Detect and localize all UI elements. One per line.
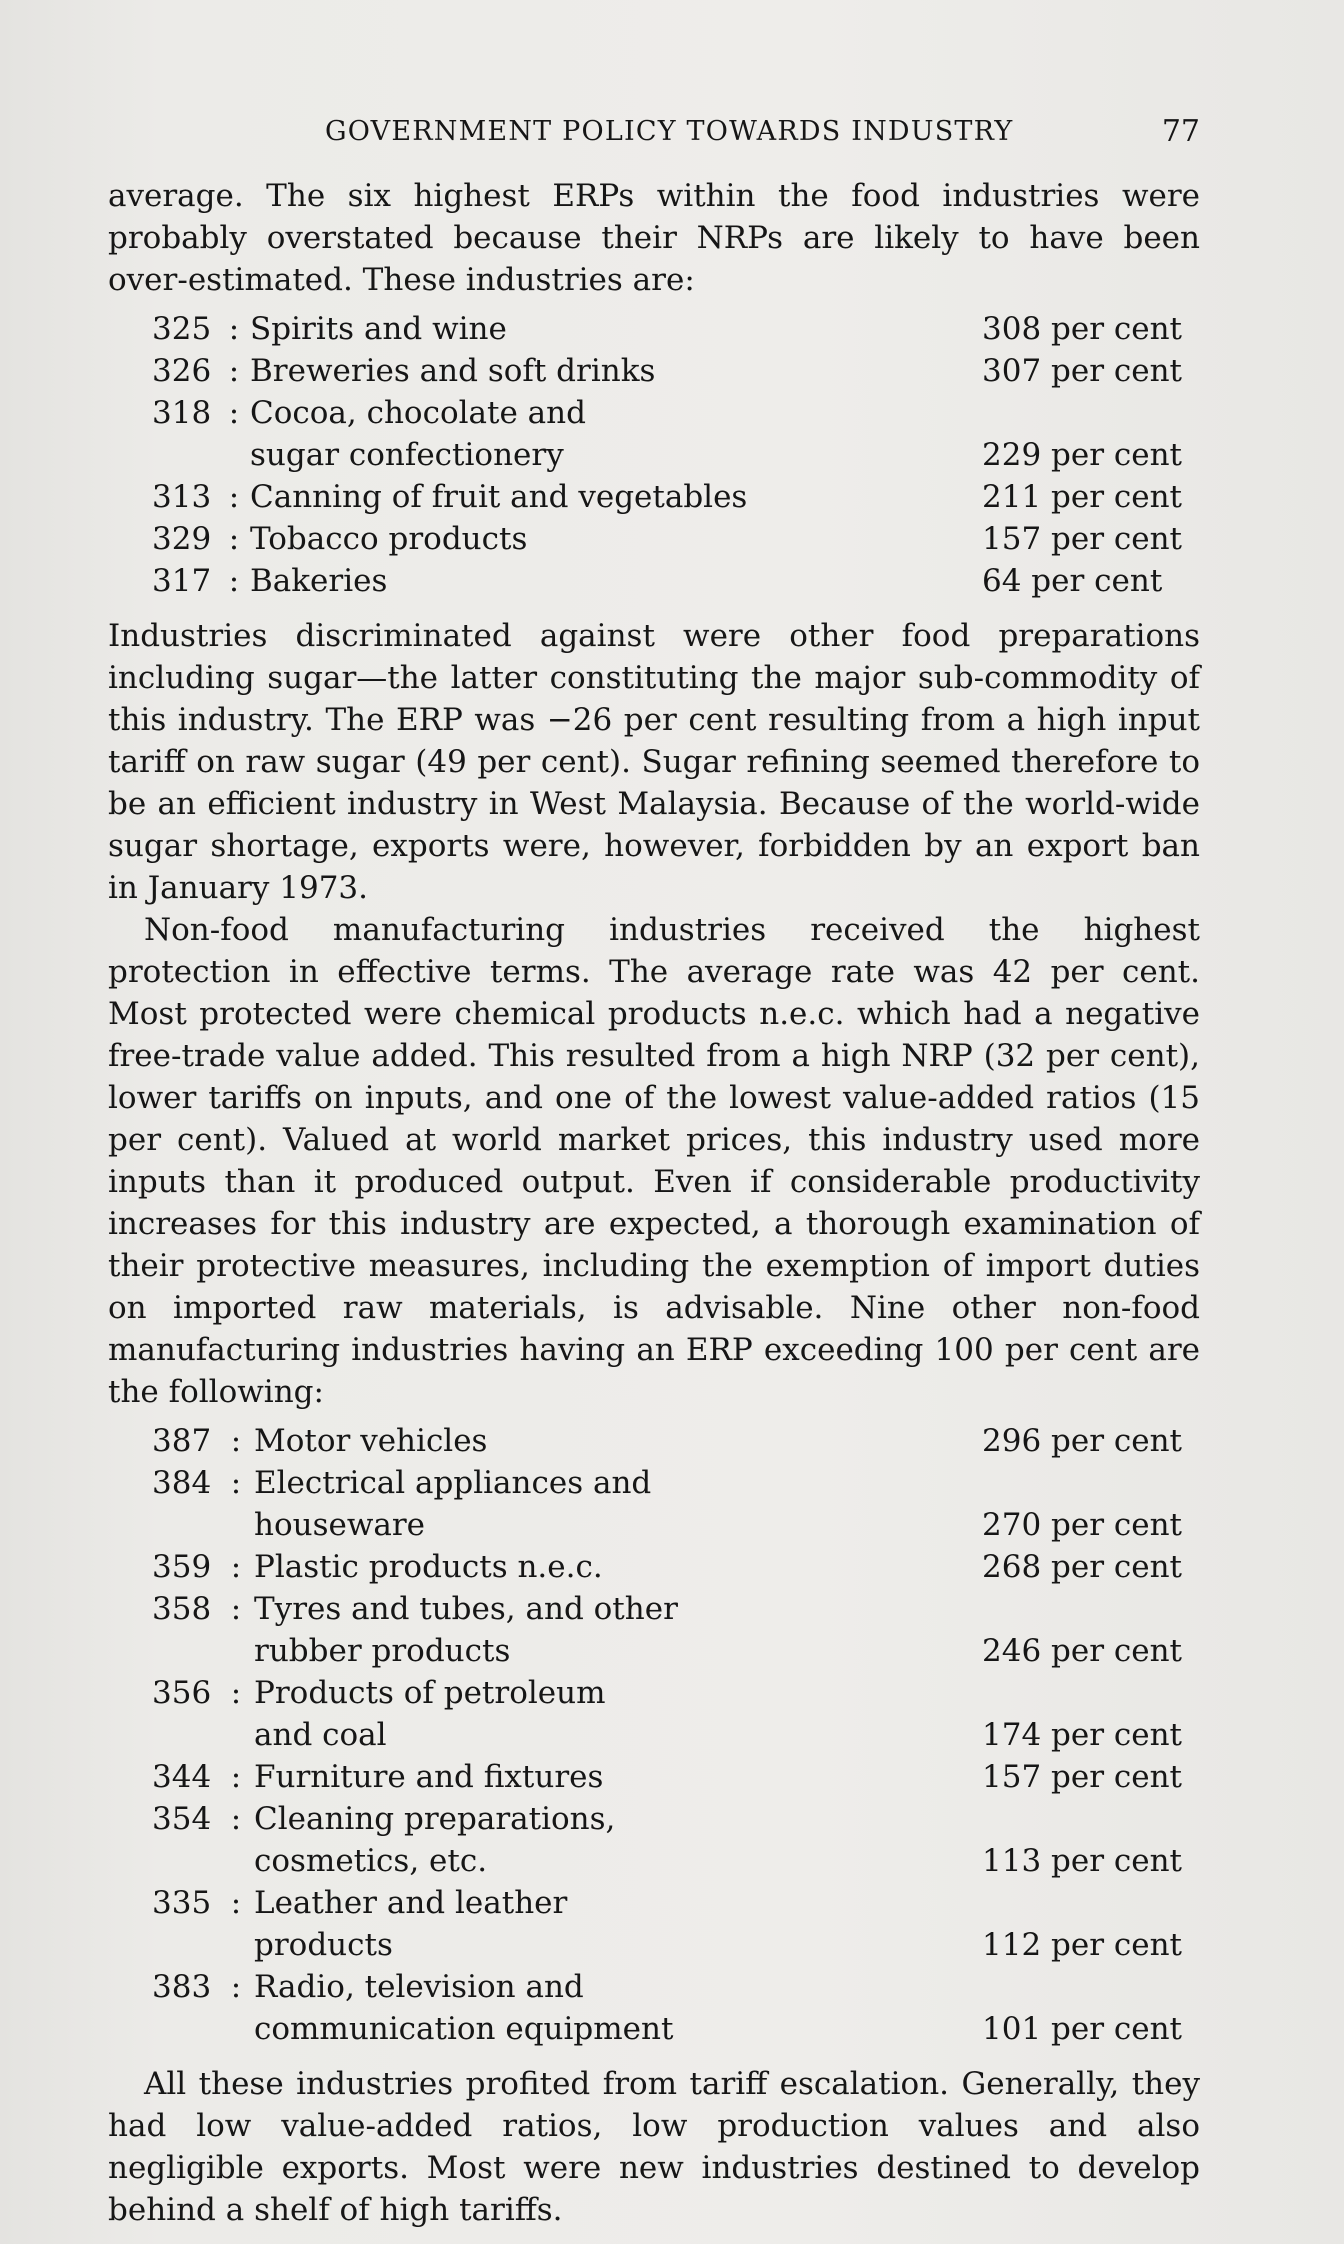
paragraph-conclusion: All these industries profited from tariff escalation. Generally, they had low value-added ratios, low production values and also negligible exports. Most were new industries destined to develop behind a shelf of high tariffs. (108, 2066, 1200, 2228)
separator: : (228, 353, 240, 389)
page-body (108, 175, 1200, 2231)
table-row (108, 1672, 1200, 1714)
table-row (108, 392, 1200, 434)
erp-value: 64 per cent (982, 563, 1163, 599)
industry-name: Electrical appliances and (254, 1465, 652, 1501)
table-row (108, 308, 1200, 350)
industry-name: Products of petroleum (254, 1675, 606, 1711)
industry-name: Tyres and tubes, and other (254, 1591, 678, 1627)
industry-code: 359 (152, 1549, 212, 1585)
table-row (108, 1924, 1200, 1966)
industry-name: Cleaning preparations, (254, 1801, 616, 1837)
separator: : (230, 1969, 242, 2005)
industry-code: 356 (152, 1675, 212, 1711)
erp-value: 157 per cent (982, 521, 1183, 557)
industry-name: rubber products (254, 1633, 511, 1669)
separator: : (230, 1759, 242, 1795)
industry-code: 335 (152, 1885, 212, 1921)
erp-value: 174 per cent (982, 1717, 1183, 1753)
industry-name: products (254, 1927, 393, 1963)
table-row (108, 434, 1200, 476)
industry-code: 344 (152, 1759, 212, 1795)
industry-name: communication equipment (254, 2011, 674, 2047)
separator: : (230, 1591, 242, 1627)
separator: : (230, 1549, 242, 1585)
paragraph-nonfood: Non-food manufacturing industries received the highest protection in effective terms. The average rate was 42 per cent. Most protected were chemical products n.e.c. which had a negative free-trade value added. This resulted from a high NRP (32 per cent), lower tariffs on inputs, and one of the lowest value-added ratios (15 per cent). Valued at world market prices, this industry used more inputs than it produced output. Even if considerable productivity increases for this industry are expected, a thorough examination of their protective measures, including the exemption of import duties on imported raw materials, is advisable. Nine other non-food manufacturing industries having an ERP exceeding 100 per cent are the following: (108, 912, 1200, 1410)
industry-name: Canning of fruit and vegetables (250, 479, 748, 515)
industry-name: Spirits and wine (250, 311, 507, 347)
separator: : (230, 1465, 242, 1501)
erp-value: 246 per cent (982, 1633, 1183, 1669)
table-row (108, 1882, 1200, 1924)
erp-value: 268 per cent (982, 1549, 1183, 1585)
separator: : (230, 1423, 242, 1459)
separator: : (230, 1675, 242, 1711)
running-head: GOVERNMENT POLICY TOWARDS INDUSTRY (325, 116, 1014, 147)
industry-name: Tobacco products (250, 521, 528, 557)
table-row (108, 1630, 1200, 1672)
separator: : (228, 479, 240, 515)
table-row (108, 1420, 1200, 1462)
industry-code: 358 (152, 1591, 212, 1627)
industry-name: houseware (254, 1507, 426, 1543)
industry-name: Furniture and fixtures (254, 1759, 604, 1795)
erp-value: 270 per cent (982, 1507, 1183, 1543)
industry-name: and coal (254, 1717, 387, 1753)
page-number: 77 (1161, 114, 1200, 149)
industry-code: 383 (152, 1969, 212, 2005)
nonfood-industries-table (108, 1420, 1200, 2050)
industry-name: Motor vehicles (254, 1423, 488, 1459)
paragraph-sugar: Industries discriminated against were other food preparations including sugar—the latter constituting the major sub-commodity of this industry. The ERP was −26 per cent resulting from a high input tariff on raw sugar (49 per cent). Sugar refining seemed therefore to be an efficient industry in West Malaysia. Because of the world-wide sugar shortage, exports were, however, forbidden by an export ban in January 1973. (108, 618, 1200, 906)
separator: : (228, 395, 240, 431)
industry-code: 354 (152, 1801, 212, 1837)
page-header (108, 112, 1200, 158)
erp-value: 101 per cent (982, 2011, 1183, 2047)
erp-value: 113 per cent (982, 1843, 1183, 1879)
erp-value: 296 per cent (982, 1423, 1183, 1459)
table-row (108, 1840, 1200, 1882)
table-row (108, 1798, 1200, 1840)
separator: : (230, 1885, 242, 1921)
erp-value: 308 per cent (982, 311, 1183, 347)
table-row (108, 1588, 1200, 1630)
industry-code: 326 (152, 353, 212, 389)
food-industries-table (108, 308, 1200, 602)
table-row (108, 1462, 1200, 1504)
industry-code: 325 (152, 311, 212, 347)
industry-code: 329 (152, 521, 212, 557)
table-row (108, 560, 1200, 602)
industry-name: sugar confectionery (250, 437, 564, 473)
separator: : (230, 1801, 242, 1837)
erp-value: 307 per cent (982, 353, 1183, 389)
erp-value: 157 per cent (982, 1759, 1183, 1795)
industry-code: 387 (152, 1423, 212, 1459)
industry-code: 384 (152, 1465, 212, 1501)
table-row (108, 1546, 1200, 1588)
industry-name: Leather and leather (254, 1885, 568, 1921)
industry-code: 313 (152, 479, 212, 515)
table-row (108, 1756, 1200, 1798)
industry-code: 317 (152, 563, 212, 599)
industry-name: Cocoa, chocolate and (250, 395, 586, 431)
table-row (108, 2008, 1200, 2050)
table-row (108, 1714, 1200, 1756)
industry-name: Breweries and soft drinks (250, 353, 656, 389)
erp-value: 112 per cent (982, 1927, 1183, 1963)
industry-name: Bakeries (250, 563, 388, 599)
paragraph-intro: average. The six highest ERPs within the food industries were probably overstated because their NRPs are likely to have been over-estimated. These industries are: (108, 178, 1200, 298)
industry-name: cosmetics, etc. (254, 1843, 488, 1879)
table-row (108, 350, 1200, 392)
industry-name: Radio, television and (254, 1969, 584, 2005)
erp-value: 229 per cent (982, 437, 1183, 473)
table-row (108, 1966, 1200, 2008)
table-row (108, 518, 1200, 560)
separator: : (228, 311, 240, 347)
table-row (108, 1504, 1200, 1546)
industry-code: 318 (152, 395, 212, 431)
table-row (108, 476, 1200, 518)
separator: : (228, 521, 240, 557)
industry-name: Plastic products n.e.c. (254, 1549, 603, 1585)
erp-value: 211 per cent (982, 479, 1183, 515)
separator: : (228, 563, 240, 599)
